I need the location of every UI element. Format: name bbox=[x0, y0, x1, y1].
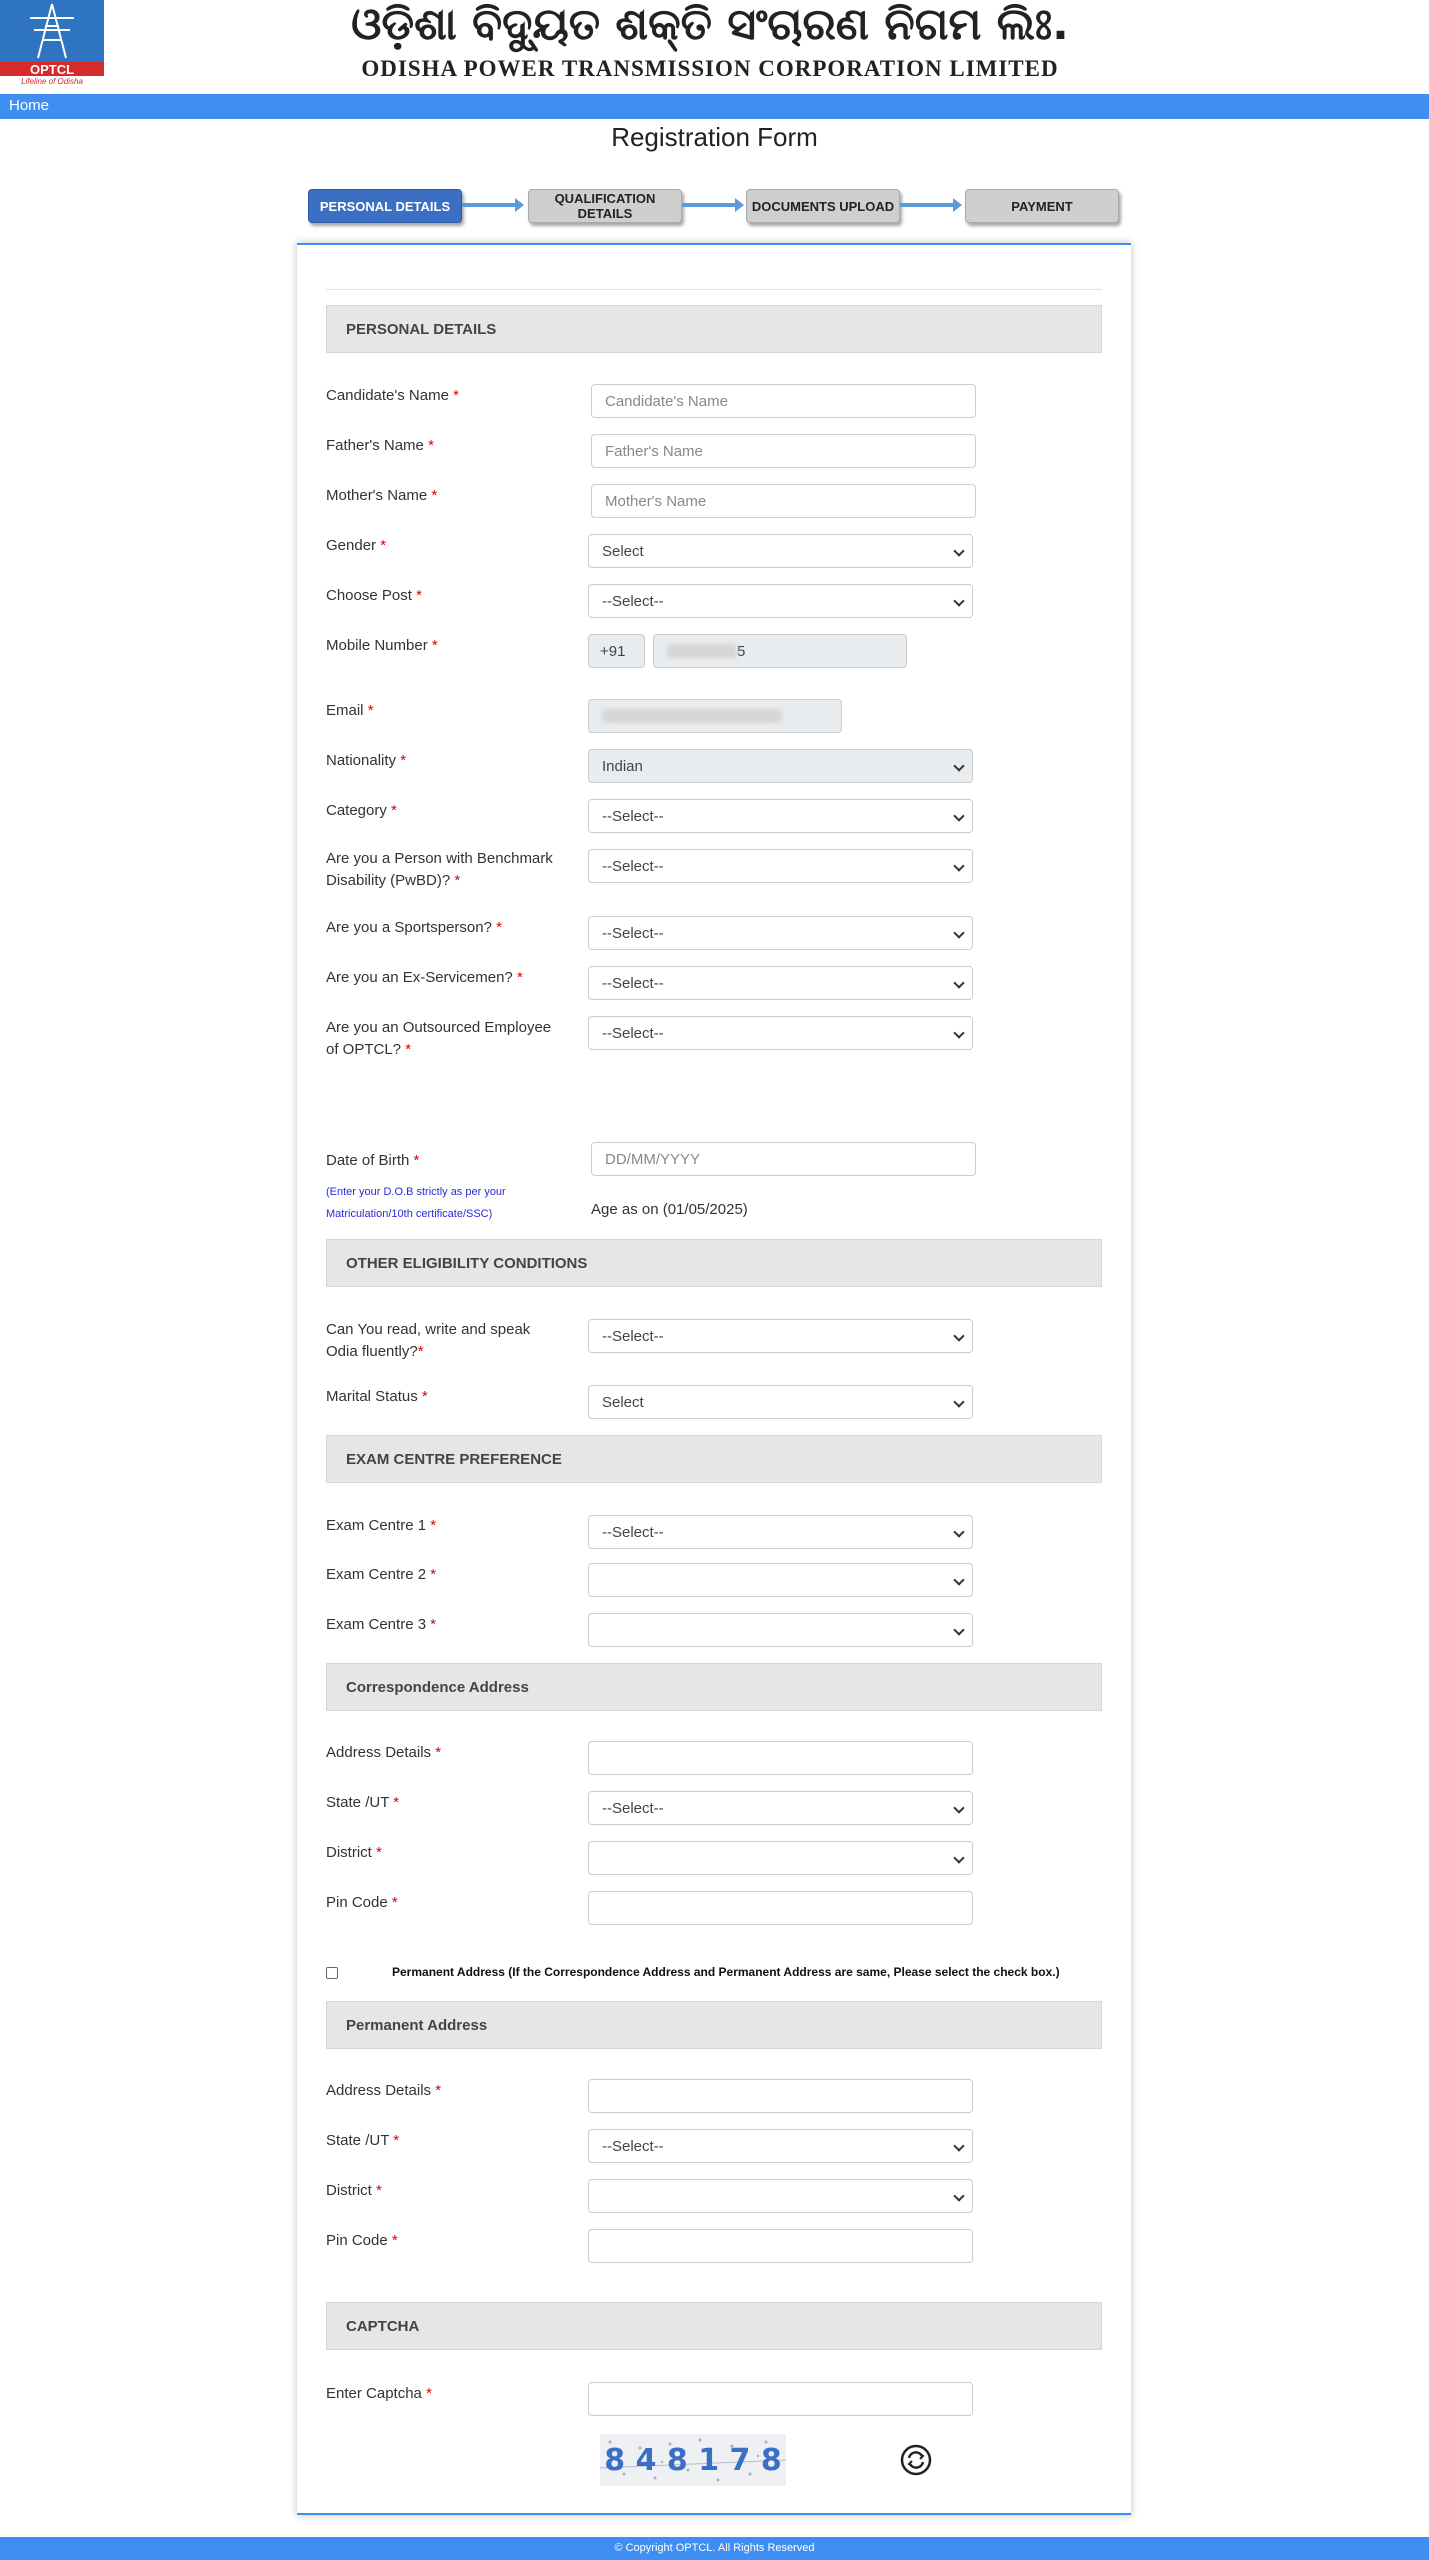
mobile-label: Mobile Number * bbox=[326, 637, 438, 654]
logo-tagline: Lifeline of Odisha bbox=[21, 77, 83, 86]
step-arrow-icon bbox=[900, 203, 956, 207]
progress-steps bbox=[300, 185, 1130, 225]
step-arrow-icon bbox=[462, 203, 518, 207]
nav-home-link[interactable]: Home bbox=[9, 97, 50, 114]
corr-pincode-input[interactable] bbox=[588, 1891, 973, 1925]
captcha-image bbox=[600, 2434, 786, 2486]
page-title: Registration Form bbox=[611, 122, 818, 152]
odia-title: ଓଡ଼ିଶା ବିଦ୍ୟୁତ ଶକ୍ତି ସଂଚାରଣ ନିଗମ ଲିଃ. bbox=[351, 0, 1069, 50]
corr-pincode-label: Pin Code * bbox=[326, 1894, 398, 1911]
perm-state-label: State /UT * bbox=[326, 2132, 400, 2149]
father-name-input[interactable]: Father's Name bbox=[591, 434, 976, 468]
corr-address-input[interactable] bbox=[588, 1741, 973, 1775]
mother-name-input[interactable]: Mother's Name bbox=[591, 484, 976, 518]
ex-servicemen-select[interactable]: --Select-- bbox=[588, 966, 973, 1000]
mother-name-label: Mother's Name * bbox=[326, 487, 438, 504]
perm-pincode-input[interactable] bbox=[588, 2229, 973, 2263]
section-permanent-address: Permanent Address bbox=[326, 2001, 1102, 2049]
corr-district-select[interactable] bbox=[588, 1841, 973, 1875]
candidate-name-input[interactable]: Candidate's Name bbox=[591, 384, 976, 418]
captcha-refresh-icon[interactable] bbox=[900, 2444, 932, 2476]
perm-state-select[interactable]: --Select-- bbox=[588, 2129, 973, 2163]
mobile-input[interactable]: 5 bbox=[653, 634, 907, 668]
redacted-email bbox=[602, 709, 782, 723]
sportsperson-label: Are you a Sportsperson? * bbox=[326, 919, 502, 936]
captcha-input[interactable] bbox=[588, 2382, 973, 2416]
outsourced-select[interactable]: --Select-- bbox=[588, 1016, 973, 1050]
corr-state-select[interactable]: --Select-- bbox=[588, 1791, 973, 1825]
section-exam-centre-preference: EXAM CENTRE PREFERENCE bbox=[326, 1435, 1102, 1483]
ex-servicemen-label: Are you an Ex-Servicemen? * bbox=[326, 969, 523, 986]
pwbd-label: Are you a Person with Benchmark Disability (PwBD)? * bbox=[326, 850, 553, 889]
odia-fluency-label: Can You read, write and speak Odia fluently?* bbox=[326, 1321, 531, 1360]
sportsperson-select[interactable]: --Select-- bbox=[588, 916, 973, 950]
perm-address-input[interactable] bbox=[588, 2079, 973, 2113]
category-select[interactable]: --Select-- bbox=[588, 799, 973, 833]
father-name-label: Father's Name * bbox=[326, 437, 434, 454]
registration-form-card bbox=[297, 243, 1131, 2515]
site-header bbox=[0, 0, 1429, 94]
exam-centre-3-select[interactable] bbox=[588, 1613, 973, 1647]
step-arrow-icon bbox=[682, 203, 738, 207]
exam-centre-2-label: Exam Centre 2 * bbox=[326, 1566, 437, 1583]
perm-district-label: District * bbox=[326, 2182, 382, 2199]
exam-centre-1-select[interactable]: --Select-- bbox=[588, 1515, 973, 1549]
step-documents-upload[interactable]: DOCUMENTS UPLOAD bbox=[746, 189, 900, 223]
section-captcha: CAPTCHA bbox=[326, 2302, 1102, 2350]
step-payment[interactable]: PAYMENT bbox=[965, 189, 1119, 223]
outsourced-label: Are you an Outsourced Employee of OPTCL? * bbox=[326, 1019, 552, 1058]
odia-fluency-select[interactable]: --Select-- bbox=[588, 1319, 973, 1353]
post-label: Choose Post * bbox=[326, 587, 422, 604]
footer: © Copyright OPTCL. All Rights Reserved bbox=[0, 2537, 1429, 2560]
marital-status-select[interactable]: Select bbox=[588, 1385, 973, 1419]
email-input[interactable] bbox=[588, 699, 842, 733]
corr-district-label: District * bbox=[326, 1844, 382, 1861]
perm-address-label: Address Details * bbox=[326, 2082, 442, 2099]
dob-input[interactable]: DD/MM/YYYY bbox=[591, 1142, 976, 1176]
corr-state-label: State /UT * bbox=[326, 1794, 400, 1811]
perm-pincode-label: Pin Code * bbox=[326, 2232, 398, 2249]
captcha-code: 8 4 8 1 7 8 bbox=[604, 2443, 782, 2478]
candidate-name-label: Candidate's Name * bbox=[326, 387, 459, 404]
same-address-label: Permanent Address (If the Correspondence Address and Permanent Address are same, Please select the check box.) bbox=[392, 1965, 1060, 1979]
post-select[interactable]: --Select-- bbox=[588, 584, 973, 618]
exam-centre-3-label: Exam Centre 3 * bbox=[326, 1616, 437, 1633]
section-other-eligibility: OTHER ELIGIBILITY CONDITIONS bbox=[326, 1239, 1102, 1287]
dob-note: (Enter your D.O.B strictly as per your Matriculation/10th certificate/SSC) bbox=[326, 1186, 506, 1220]
section-personal-details: PERSONAL DETAILS bbox=[326, 305, 1102, 353]
captcha-label: Enter Captcha * bbox=[326, 2385, 432, 2402]
perm-district-select[interactable] bbox=[588, 2179, 973, 2213]
email-label: Email * bbox=[326, 702, 374, 719]
country-code: +91 bbox=[588, 634, 645, 668]
gender-select[interactable]: Select bbox=[588, 534, 973, 568]
section-correspondence-address: Correspondence Address bbox=[326, 1663, 1102, 1711]
nationality-select[interactable]: Indian bbox=[588, 749, 973, 783]
age-as-on-text: Age as on (01/05/2025) bbox=[591, 1201, 748, 1218]
same-address-checkbox[interactable] bbox=[326, 1967, 338, 1979]
divider bbox=[326, 289, 1102, 290]
same-address-row bbox=[326, 1965, 1102, 1985]
nationality-label: Nationality * bbox=[326, 752, 407, 769]
gender-label: Gender * bbox=[326, 537, 387, 554]
exam-centre-2-select[interactable] bbox=[588, 1563, 973, 1597]
logo-text: OPTCL bbox=[29, 62, 75, 77]
marital-status-label: Marital Status * bbox=[326, 1388, 428, 1405]
step-personal-details[interactable]: PERSONAL DETAILS bbox=[308, 189, 462, 223]
pwbd-select[interactable]: --Select-- bbox=[588, 849, 973, 883]
optcl-logo[interactable] bbox=[0, 0, 104, 86]
step-qualification-details[interactable]: QUALIFICATION DETAILS bbox=[528, 189, 682, 223]
english-title: ODISHA POWER TRANSMISSION CORPORATION LIMITED bbox=[361, 56, 1059, 81]
category-label: Category * bbox=[326, 802, 397, 819]
redacted-mobile bbox=[667, 644, 737, 658]
exam-centre-1-label: Exam Centre 1 * bbox=[326, 1517, 437, 1534]
top-navbar bbox=[0, 94, 1429, 119]
dob-label: Date of Birth * bbox=[326, 1152, 420, 1169]
corr-address-label: Address Details * bbox=[326, 1744, 442, 1761]
